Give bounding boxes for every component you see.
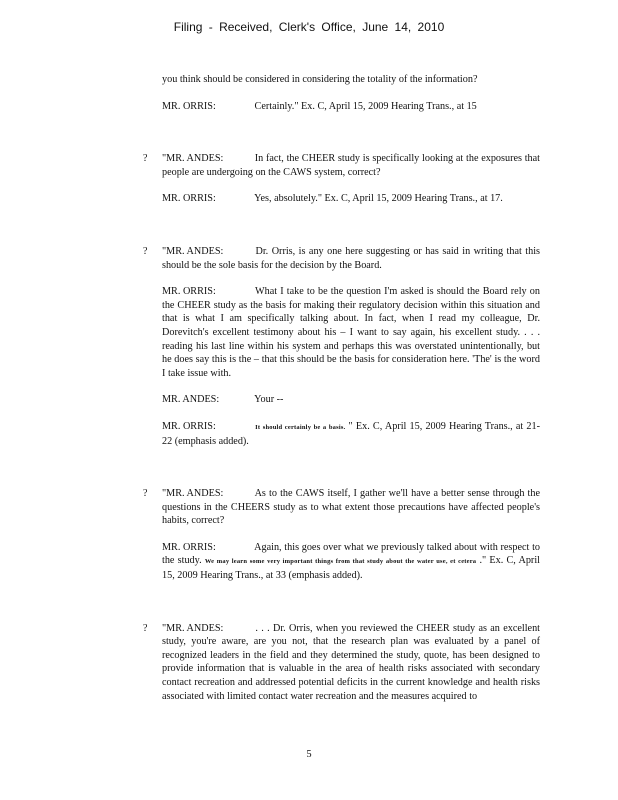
quote-block-2 [143,245,541,448]
quote-block-1 [143,152,540,206]
paragraph-andes-question-1 [162,152,540,179]
paragraph-text: ." Ex. C, April 15, 2009 Hearing Trans., at 33 (emphasis added). [162,555,540,582]
speaker-label: MR. ORRIS: [162,420,216,432]
filing-header: Filing - Received, Clerk's Office, June 14, 2010 [173,20,445,34]
paragraph-orris-answer-4 [162,420,540,448]
paragraph-text: Yes, absolutely." Ex. C, April 15, 2009 Hearing Trans., at 17. [254,193,503,205]
speaker-label: "MR. ANDES: [162,245,224,257]
paragraph-andes-question-4 [162,622,540,704]
paragraph-text: Certainly." Ex. C, April 15, 2009 Hearing Trans., at 15 [254,100,477,112]
bullet-marker: ? [143,245,148,257]
emphasis-text: It should certainly be a basis. [255,423,346,431]
speaker-label: MR. ORRIS: [162,100,216,112]
paragraph-text: What I take to be the question I'm asked is should the Board rely on the CHEER study as the basis for making their regulatory decision within this situation and that is what I am specifically talking about. In fact, when I read my colleague, Dr. Dorevitch's excellent testimony about his – I want to say again, his excellent study. . . . reading his last line within his system and perhaps this was overstated unintentionally, but he does say this is the – that this should be the basis for consideration here. 'The' is the word I take issue with. [162,286,540,379]
quote-block-4 [143,622,541,704]
paragraph-text: . . . Dr. Orris, when you reviewed the CHEER study as an excellent study, you're aware, are you not, that the research plan was evaluated by a panel of recognized leaders in the field and they determined the study, quote, has been designed to provide information that is valuable in the area of health risks associated with secondary contact recreation and addressed potential deficits in the current knowledge and health risks associated with limited contact water recreation and the measures acquired to [162,622,541,702]
speaker-label: MR. ORRIS: [162,286,216,298]
paragraph-text: As to the CAWS itself, I gather we'll have a better sense through the questions in the CHEERS study as to what extent those precautions have affected people's habits, correct? [162,488,540,527]
paragraph-orris-answer-3 [162,285,540,380]
speaker-label: "MR. ANDES: [162,622,224,634]
paragraph-orris-answer-1 [162,100,540,114]
page-number: 5 [306,749,312,760]
speaker-label: MR. ANDES: [162,394,220,406]
document-body [143,73,541,703]
paragraph-text: you think should be considered in considering the totality of the information? [162,74,478,85]
quote-block-3 [143,487,540,583]
speaker-label: MR. ORRIS: [162,193,216,205]
paragraph-orris-answer-5 [162,541,540,583]
paragraph-andes-interjection [162,393,540,407]
paragraph-continuation [162,73,540,87]
bullet-marker: ? [143,622,148,634]
speaker-label: "MR. ANDES: [162,153,224,165]
paragraph-text: Your -- [254,394,284,406]
bullet-marker: ? [143,488,148,500]
emphasis-text: We may learn some very important things from that study about the water use, et cetera [204,558,477,566]
bullet-marker: ? [143,153,148,165]
speaker-label: "MR. ANDES: [162,488,224,500]
paragraph-andes-question-3 [162,487,540,528]
paragraph-orris-answer-2 [162,192,540,206]
paragraph-text: Again, this goes over what we previously talked about with respect to the study. [162,541,540,567]
paragraph-text: Dr. Orris, is any one here suggesting or has said in writing that this should be the sole basis for the decision by the Board. [162,245,541,271]
paragraph-andes-question-2 [162,245,540,272]
speaker-label: MR. ORRIS: [162,541,216,553]
paragraph-text: " Ex. C, April 15, 2009 Hearing Trans., at 21-22 (emphasis added). [162,420,540,447]
paragraph-text: In fact, the CHEER study is specifically looking at the exposures that people are undergoing on the CAWS system, correct? [162,153,540,178]
